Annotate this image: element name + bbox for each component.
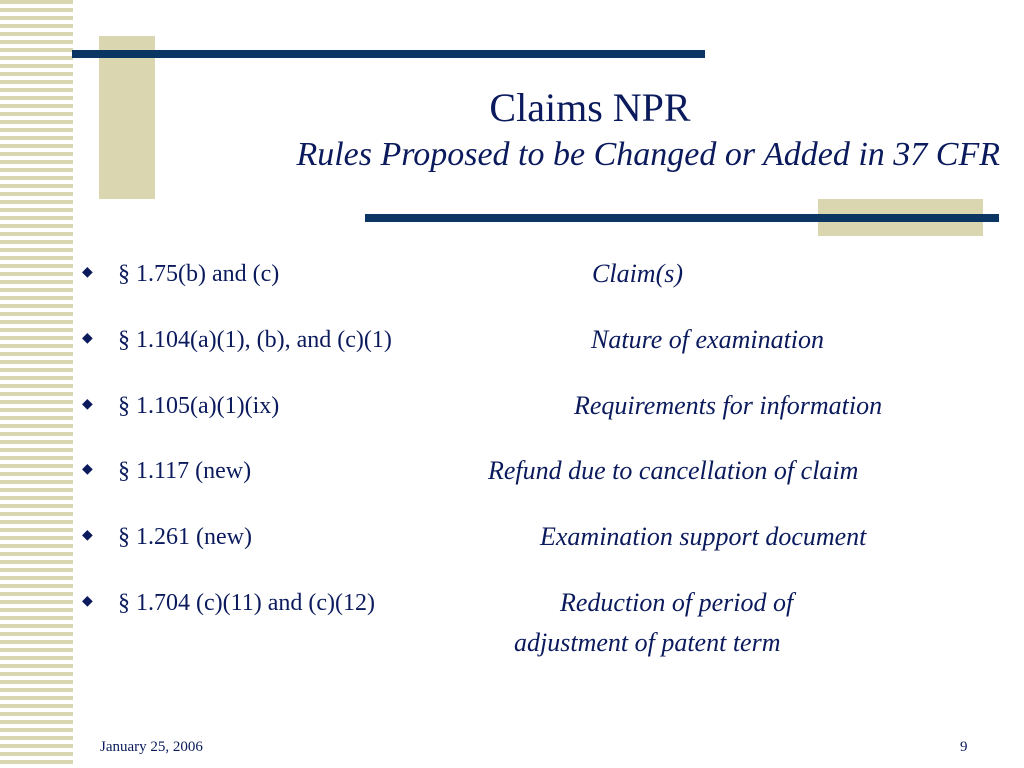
- rule-description: Nature of examination: [591, 325, 825, 354]
- rule-description: Refund due to cancellation of claim: [488, 456, 859, 485]
- page-number: 9: [960, 739, 968, 755]
- decorative-tan-block-left: [99, 36, 155, 199]
- rule-citation: § 1.704 (c)(11) and (c)(12): [118, 590, 376, 616]
- slide-title: Claims NPR: [489, 85, 691, 130]
- rule-description: Claim(s): [592, 259, 683, 288]
- footer-date: January 25, 2006: [100, 739, 203, 755]
- bullet-diamond-icon: ◆: [82, 397, 93, 412]
- decorative-stripes: [0, 0, 73, 768]
- bullet-diamond-icon: ◆: [82, 528, 93, 543]
- decorative-navy-line-mid: [365, 214, 999, 222]
- rule-description-continued: adjustment of patent term: [514, 628, 781, 657]
- rule-description: Examination support document: [540, 522, 867, 551]
- bullet-diamond-icon: ◆: [82, 265, 93, 280]
- bullet-diamond-icon: ◆: [82, 331, 93, 346]
- slide-subtitle: Rules Proposed to be Changed or Added in 37 CFR: [296, 136, 1000, 173]
- rule-citation: § 1.261 (new): [118, 524, 252, 550]
- bullet-diamond-icon: ◆: [82, 462, 93, 477]
- rule-citation: § 1.104(a)(1), (b), and (c)(1): [118, 327, 392, 353]
- rule-description: Requirements for information: [574, 391, 883, 420]
- rule-citation: § 1.117 (new): [118, 458, 252, 484]
- rule-citation: § 1.105(a)(1)(ix): [118, 393, 280, 419]
- rule-citation: § 1.75(b) and (c): [118, 261, 280, 287]
- bullet-diamond-icon: ◆: [82, 594, 93, 609]
- decorative-navy-line-top: [72, 50, 705, 58]
- rule-description: Reduction of period of: [560, 588, 794, 617]
